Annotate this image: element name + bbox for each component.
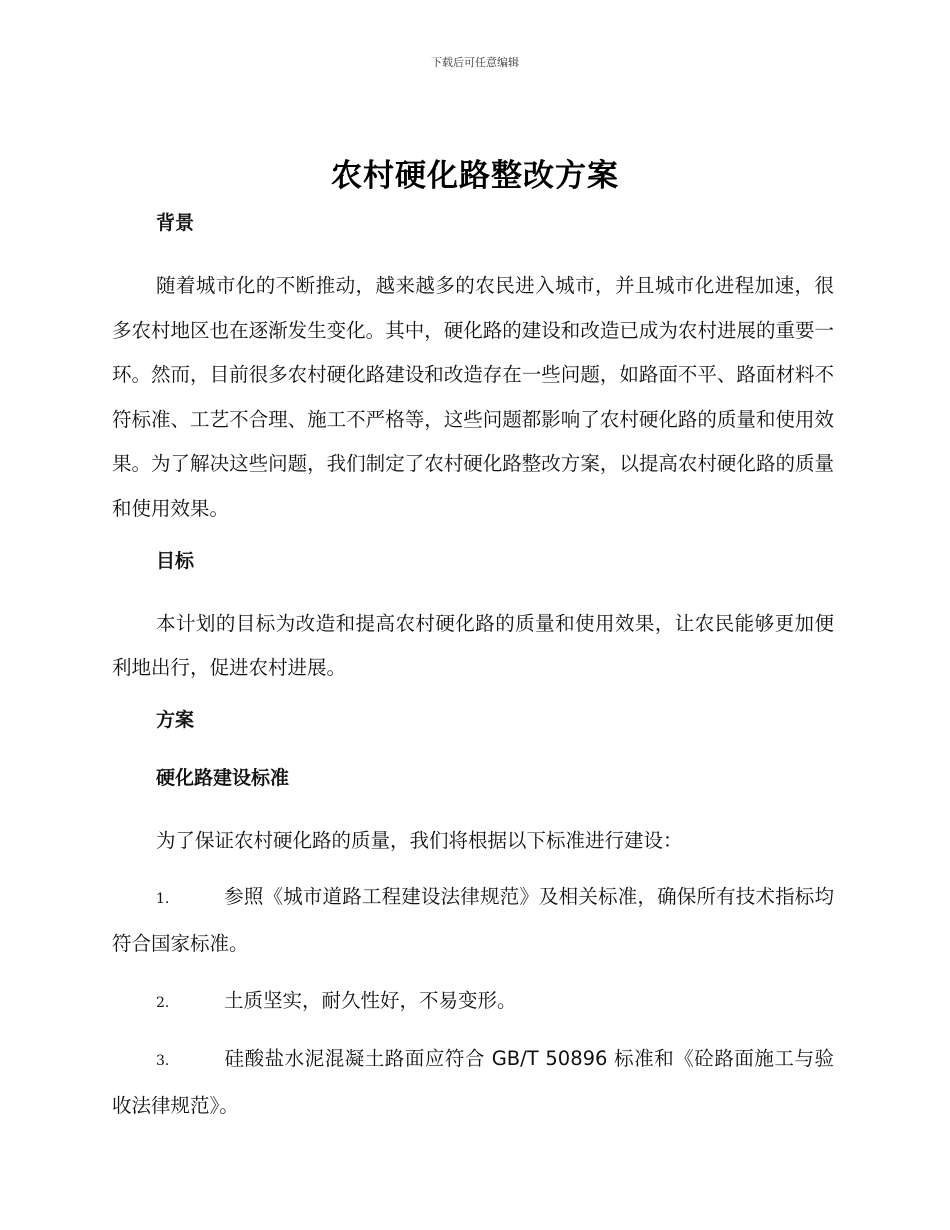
list-text: 参照《城市道路工程建设法律规范》及相关标准，确保所有技术指标均符合国家标准。 (112, 885, 834, 955)
section-heading-plan: 方案 (156, 708, 195, 731)
list-number: 3. (156, 1053, 170, 1070)
list-text: 土质坚实，耐久性好，不易变形。 (224, 988, 517, 1012)
paragraph-goal: 本计划的目标为改造和提高农村硬化路的质量和使用效果，让农民能够更加便利地出行，促进农村进展。 (112, 611, 834, 680)
section-heading-background: 背景 (156, 212, 195, 234)
list-number: 2. (156, 994, 170, 1011)
list-item (112, 1037, 834, 1128)
subheading-road-standard: 硬化路建设标准 (156, 766, 290, 789)
list-item (112, 875, 834, 966)
paragraph-plan-intro: 为了保证农村硬化路的质量，我们将根据以下标准进行建设： (156, 828, 683, 852)
list-number: 1. (156, 891, 170, 908)
document-body (112, 206, 834, 1140)
list-item (112, 979, 834, 1026)
list-text: 硅酸盐水泥混凝土路面应符合 GB/T 50896 标准和《砼路面施工与验收法律规范》。 (112, 1047, 834, 1117)
section-heading-goal: 目标 (156, 549, 195, 572)
paragraph-background: 随着城市化的不断推动，越来越多的农民进入城市，并且城市化进程加速，很多农村地区也在逐渐发生变化。其中，硬化路的建设和改造已成为农村进展的重要一环。然而，目前很多农村硬化路建设和改造存在一些问题，如路面不平、路面材料不符标准、工艺不合理、施工不严格等，这些问题都影响了农村硬化路的质量和使用效果。为了解决这些问题，我们制定了农村硬化路整改方案，以提高农村硬化路的质量和使用效果。 (112, 274, 834, 520)
header-note: 下载后可任意编辑 (431, 56, 519, 69)
document-title: 农村硬化路整改方案 (331, 158, 619, 194)
